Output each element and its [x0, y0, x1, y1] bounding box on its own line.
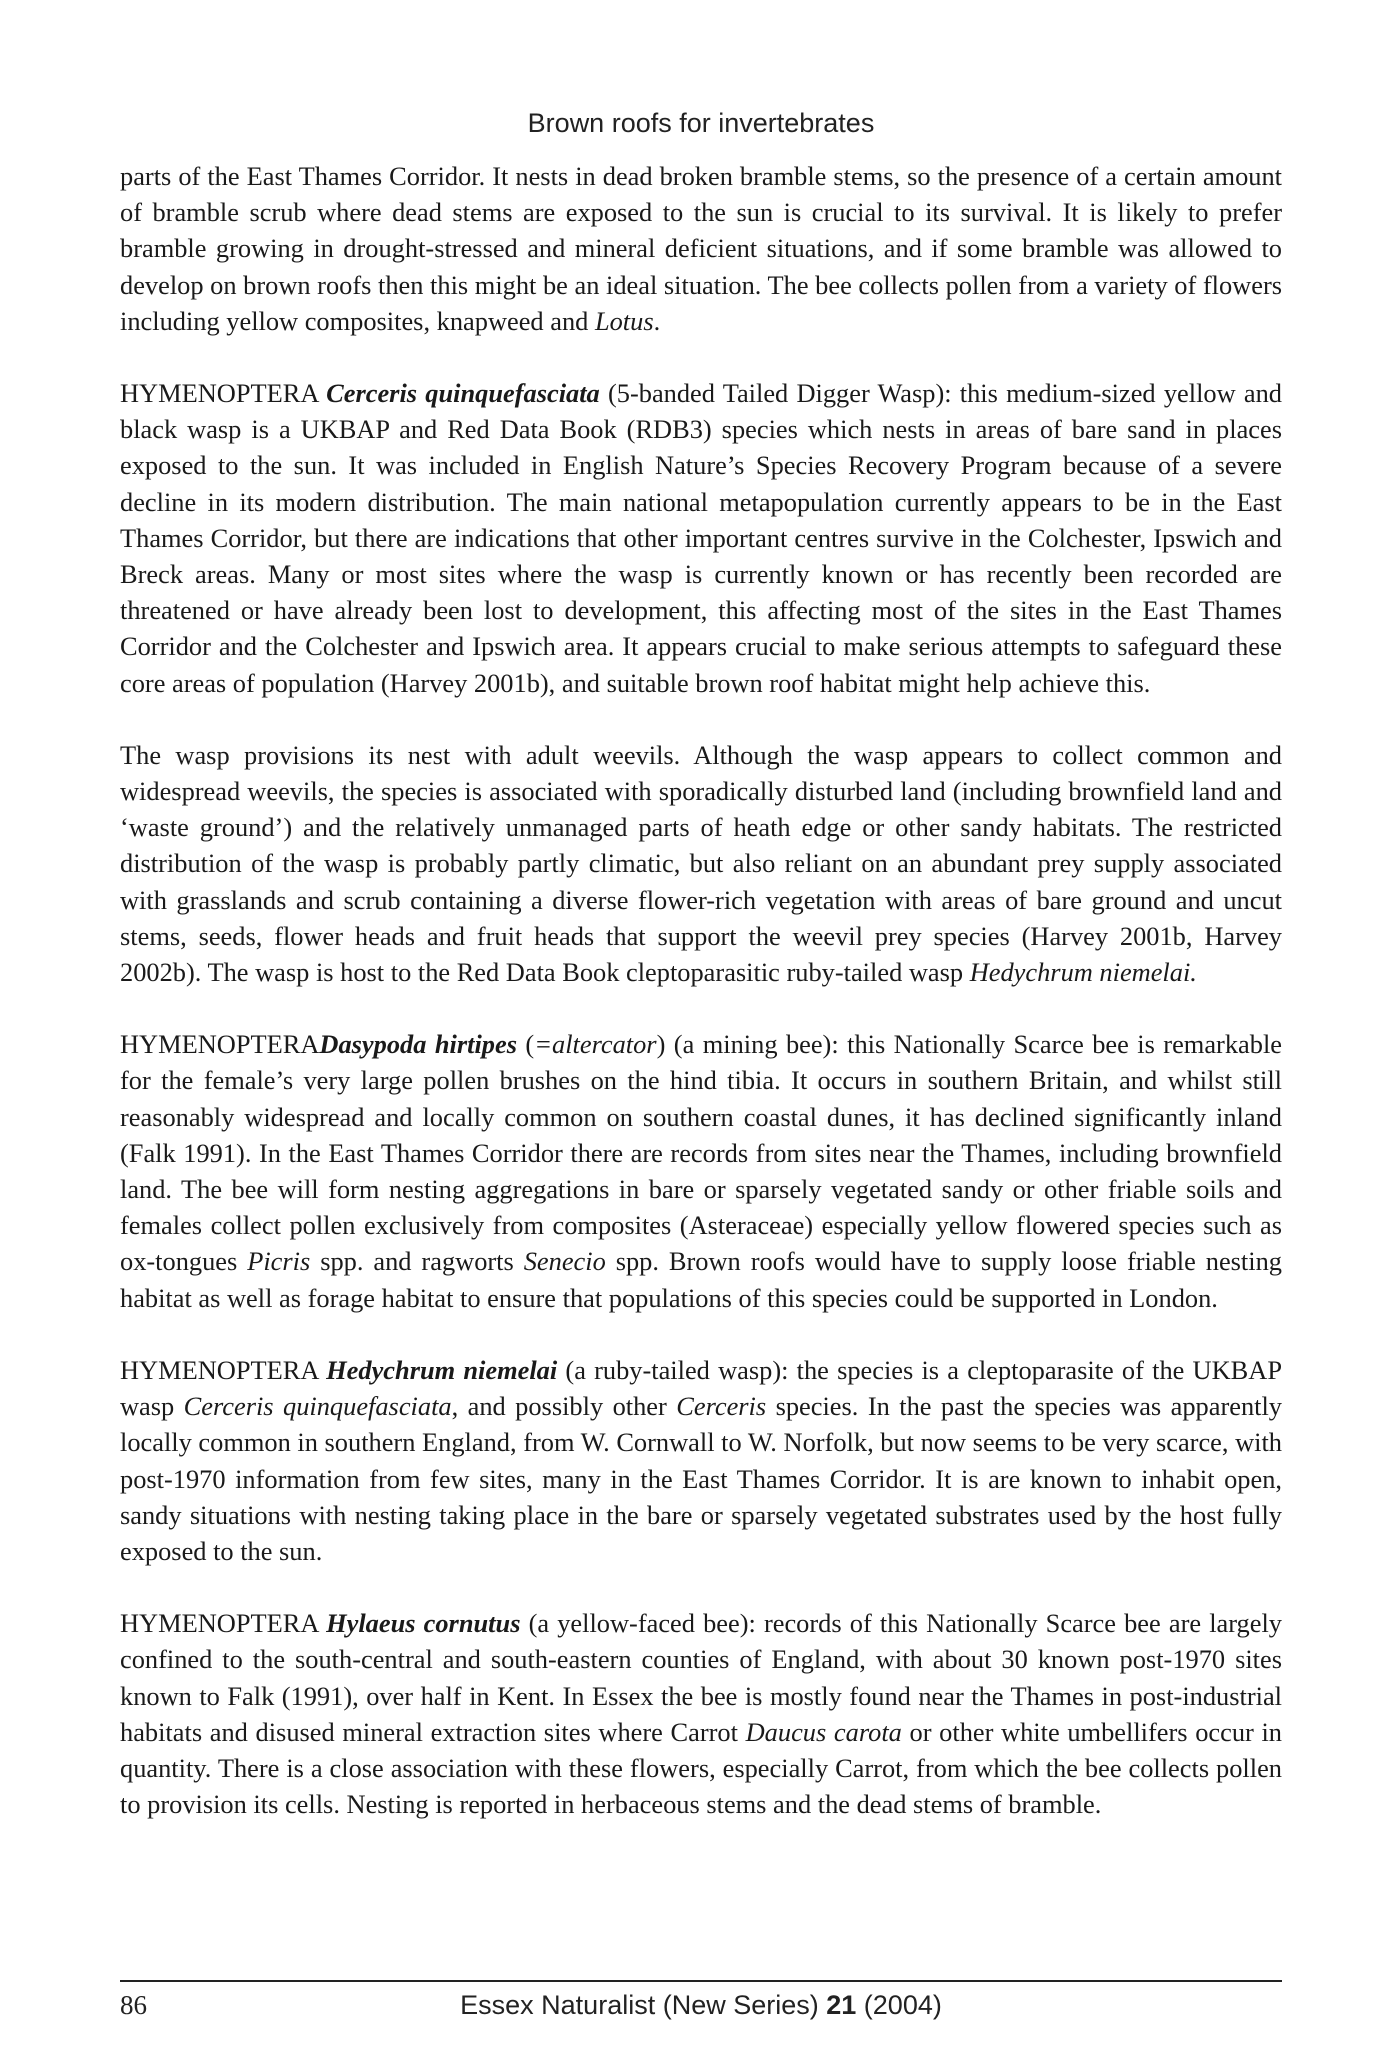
page-number: 86 [120, 1990, 147, 2020]
paragraph-text: ) (a mining bee): this Nationally Scarce bee is remarkable for the female’s very large pollen brushes on the hind tibia. It occurs in southern Britain, and whilst still reasonably widespread and locally common on southern coastal dunes, it has declined significantly inland (Falk 1991). In the East Thames Corridor there are records from sites near the Thames, including brownfield land. The bee will form nesting aggregations in bare or sparsely vegetated sandy or other friable soils and females collect pollen exclusively from composites (Asteraceae) especially yellow flowered species such as ox-tongues [120, 1029, 1282, 1277]
paragraph-text: The wasp provisions its nest with adult weevils. Although the wasp appears to collect common and widespread weevils, the species is associated with sporadically disturbed land (including brownfield land and ‘waste ground’) and the relatively unmanaged parts of heath edge or other sandy habitats. The restricted distribution of the wasp is probably partly climatic, but also reliant on an abundant prey supply associated with grasslands and scrub containing a diverse flower-rich vegetation with areas of bare ground and uncut stems, seeds, flower heads and fruit heads that support the weevil prey species (Harvey 2001b, Harvey 2002b). The wasp is host to the Red Data Book cleptoparasitic ruby-tailed wasp [120, 739, 1282, 988]
paragraph [120, 158, 1282, 339]
paragraph-text: . [653, 305, 661, 336]
journal-citation [120, 1990, 1282, 2021]
species-name: Hylaeus cornutus [326, 1608, 521, 1639]
species-name: Dasypoda hirtipes [319, 1029, 517, 1060]
paragraph-text: (a yellow-faced bee): records of this Nationally Scarce bee are largely confined to the south-central and south-eastern counties of England, with about 30 known post-1970 sites known to Falk (1991), over half in Kent. In Essex the bee is mostly found near the Thames in post-industrial habitats and disused mineral extraction sites where Carrot [120, 1608, 1282, 1747]
journal-year: (2004) [856, 1990, 942, 2020]
paragraph-text: species. In the past the species was apparently locally common in southern England, from W. Cornwall to W. Norfolk, but now seems to be very scarce, with post-1970 information from few sites, many in the East Thames Corridor. It is are known to inhabit open, sandy situations with nesting taking place in the bare or sparsely vegetated substrates used by the host fully exposed to the sun. [120, 1391, 1282, 1566]
paragraph-text: spp. and ragworts [310, 1246, 524, 1277]
paragraph-text: , and possibly other [451, 1391, 677, 1422]
paragraph-text: spp. Brown roofs would have to supply loose friable nesting habitat as well as forage habitat to ensure that populations of this species could be supported in London. [120, 1246, 1282, 1313]
genus-name: Cerceris [676, 1391, 767, 1422]
running-header: Brown roofs for invertebrates [527, 108, 875, 138]
order-name: HYMENOPTERA [120, 1608, 318, 1639]
paragraph [120, 737, 1282, 990]
page-footer [120, 1990, 1282, 2030]
species-paragraph [120, 1605, 1282, 1822]
paragraph-text: parts of the East Thames Corridor. It nests in dead broken bramble stems, so the presence of a certain amount of bramble scrub where dead stems are exposed to the sun is crucial to its survival. It is likely to prefer bramble growing in drought-stressed and mineral deficient situations, and if some bramble was allowed to develop on brown roofs then this might be an ideal situation. The bee collects pollen from a variety of flowers including yellow composites, knapweed and [120, 161, 1282, 336]
order-name: HYMENOPTERA [120, 1029, 320, 1060]
synonym-name: =altercator [534, 1029, 657, 1060]
paragraph-text: or other white umbellifers occur in quantity. There is a close association with these flowers, especially Carrot, from which the bee collects pollen to provision its cells. Nesting is reported in herbaceous stems and the dead stems of bramble. [120, 1716, 1283, 1820]
footer-rule [120, 1980, 1282, 1982]
journal-volume: 21 [826, 1990, 857, 2020]
order-name: HYMENOPTERA [120, 378, 318, 409]
species-name: Lotus [594, 305, 654, 336]
paragraph-text: (5-banded Tailed Digger Wasp): this medium-sized yellow and black wasp is a UKBAP and Red Data Book (RDB3) species which nests in areas of bare sand in places exposed to the sun. It was included in English Nature’s Species Recovery Program because of a severe decline in its modern distribution. The main national metapopulation currently appears to be in the East Thames Corridor, but there are indications that other important centres survive in the Colchester, Ipswich and Breck areas. Many or most sites where the wasp is currently known or has recently been recorded are threatened or have already been lost to development, this affecting most of the sites in the East Thames Corridor and the Colchester and Ipswich area. It appears crucial to make serious attempts to safeguard these core areas of population (Harvey 2001b), and suitable brown roof habitat might help achieve this. [120, 378, 1282, 698]
species-paragraph [120, 1352, 1282, 1569]
species-paragraph [120, 1026, 1282, 1316]
species-name: Hedychrum niemelai [326, 1354, 558, 1385]
species-name: Hedychrum niemelai. [969, 957, 1197, 988]
species-name: Daucus carota [745, 1716, 902, 1747]
genus-name: Picris [247, 1246, 311, 1277]
genus-name: Senecio [523, 1246, 606, 1277]
species-paragraph [120, 375, 1282, 701]
document-page [120, 0, 1282, 2067]
paragraph-text: ( [516, 1029, 535, 1060]
body-text [120, 158, 1282, 1858]
species-name: Cerceris quinquefasciata [183, 1391, 452, 1422]
order-name: HYMENOPTERA [120, 1354, 318, 1385]
species-name: Cerceris quinquefasciata [326, 378, 600, 409]
paragraph-text: (a ruby-tailed wasp): the species is a cleptoparasite of the UKBAP wasp [120, 1354, 1282, 1422]
journal-title: Essex Naturalist (New Series) [460, 1990, 827, 2020]
